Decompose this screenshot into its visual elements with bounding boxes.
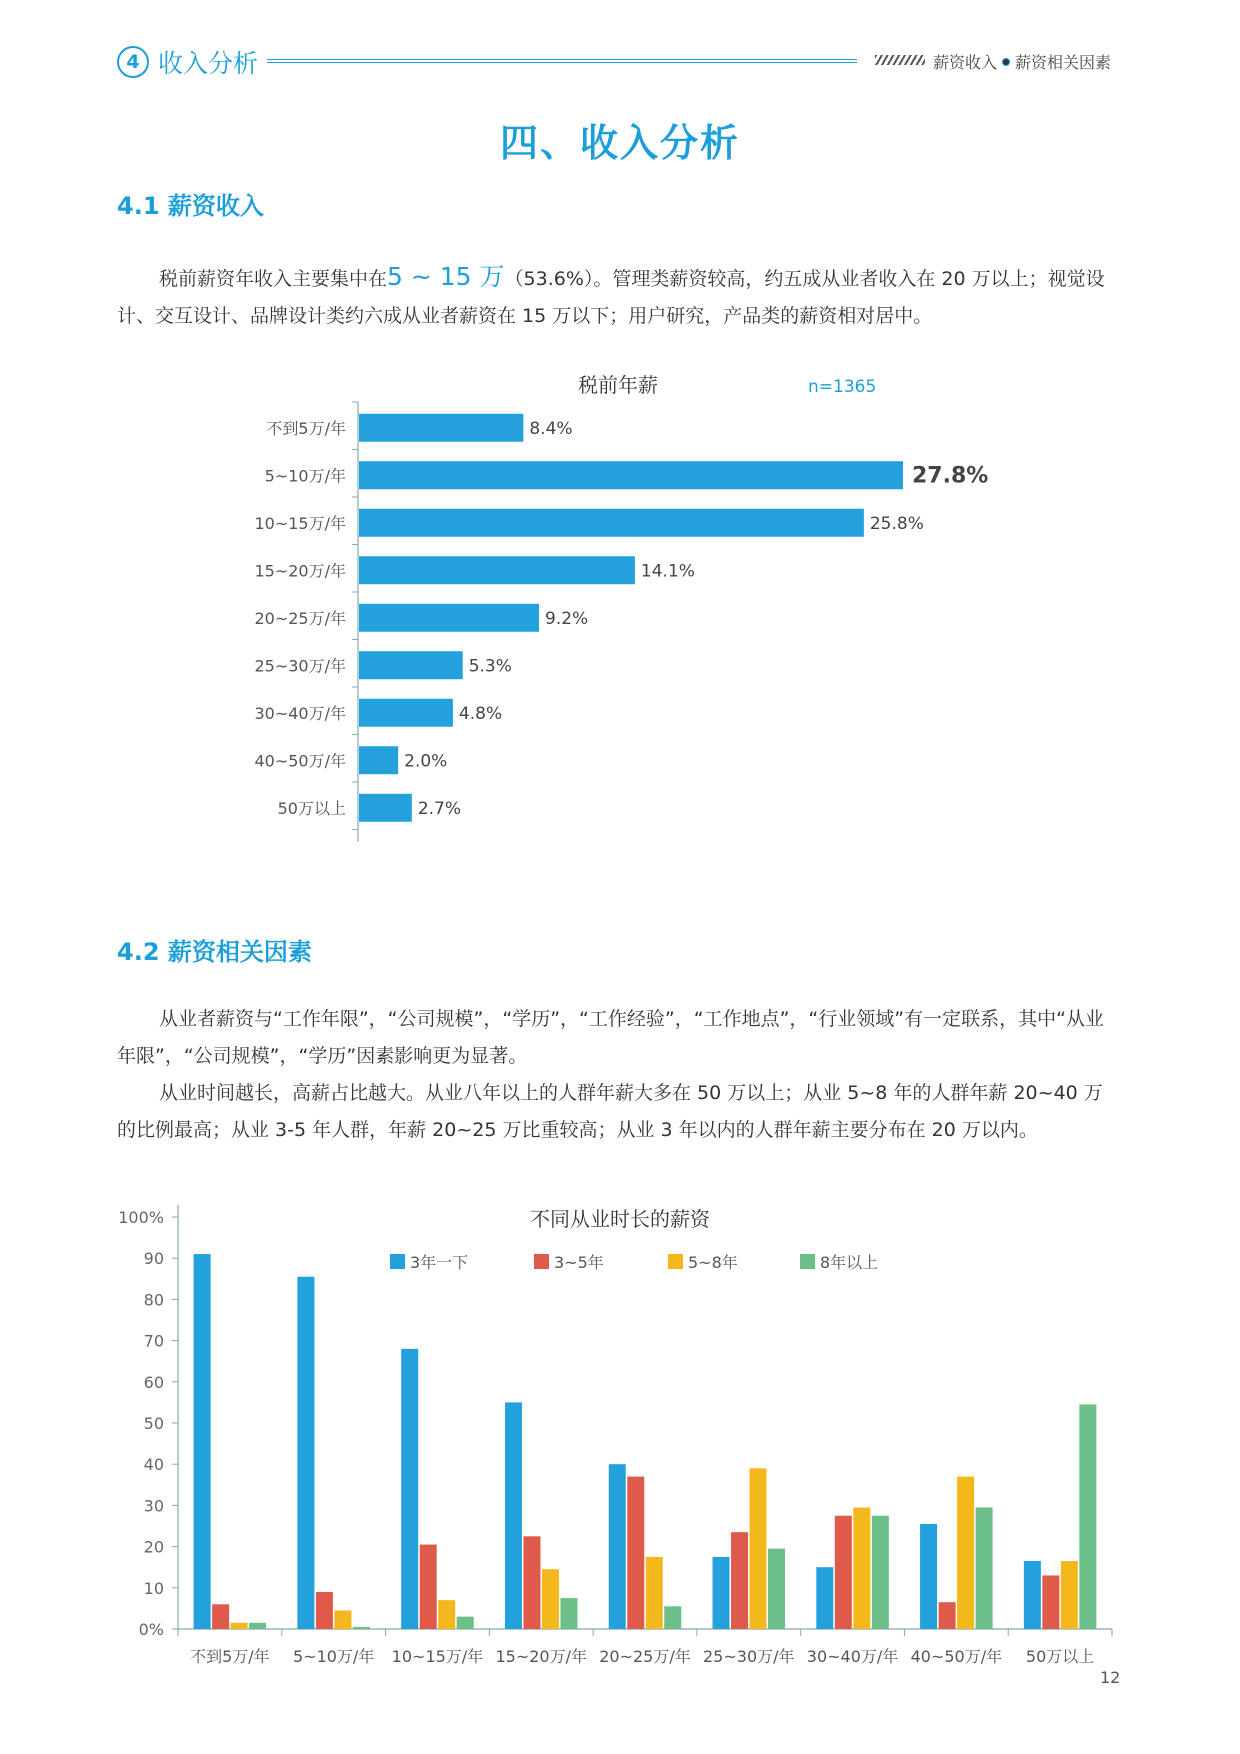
breadcrumb-left: 薪资收入 bbox=[933, 53, 998, 72]
chart1-bar bbox=[359, 414, 523, 442]
chart2-bar bbox=[297, 1277, 314, 1629]
chart2-y-tick-label: 10 bbox=[143, 1578, 164, 1598]
chart2-legend-label: 5~8年 bbox=[688, 1253, 738, 1272]
chart2-legend bbox=[390, 1253, 878, 1272]
chart2-category-label: 20~25万/年 bbox=[599, 1647, 691, 1666]
chart2-y-tick-label: 70 bbox=[143, 1331, 164, 1351]
chart1-value-label: 27.8% bbox=[912, 463, 989, 489]
chart2-bar bbox=[872, 1516, 889, 1629]
chart1-value-label: 8.4% bbox=[529, 418, 573, 439]
chart2-bar bbox=[542, 1569, 559, 1629]
chart2-y-tick-label: 40 bbox=[143, 1455, 164, 1475]
chart2-bar bbox=[420, 1545, 437, 1629]
chart2-bar bbox=[212, 1604, 229, 1629]
chart2-bar bbox=[853, 1507, 870, 1629]
chart2-y-tick-label: 90 bbox=[143, 1249, 164, 1269]
section-4-1-paragraph bbox=[117, 258, 1117, 335]
chart1-category-label: 50万以上 bbox=[277, 798, 346, 818]
chart2-bar bbox=[560, 1598, 577, 1629]
chart2-bar bbox=[231, 1623, 248, 1629]
header-stripes-decoration bbox=[875, 55, 925, 65]
chart1-category-label: 5~10万/年 bbox=[264, 466, 346, 486]
chart1-category-label: 25~30万/年 bbox=[254, 656, 346, 676]
chart2-bar bbox=[505, 1402, 522, 1629]
chart2-bar bbox=[664, 1606, 681, 1629]
chart1-category-label: 20~25万/年 bbox=[254, 608, 346, 628]
chart1-value-label: 2.7% bbox=[417, 798, 462, 819]
chart2-legend-swatch bbox=[800, 1254, 815, 1269]
chart1-bar bbox=[359, 604, 539, 632]
chart2-bar bbox=[713, 1557, 730, 1629]
chart2-bar bbox=[920, 1524, 937, 1629]
chart2-bar bbox=[1042, 1575, 1059, 1629]
chart1-bar bbox=[359, 746, 398, 774]
chart2-bar bbox=[194, 1254, 211, 1629]
chart1-value-label: 25.8% bbox=[869, 513, 924, 534]
chart2-category-label: 15~20万/年 bbox=[495, 1647, 587, 1666]
chart2-legend-swatch bbox=[534, 1254, 549, 1269]
para-text-post: （53.6%）。管理类薪资较高，约五成从业者收入在 20 万以上；视觉设计、交互设计、品牌设计类约六成从业者薪资在 15 万以下；用户研究，产品类的薪资相对居中。 bbox=[117, 268, 1105, 327]
chart1-value-label: 2.0% bbox=[404, 751, 448, 772]
chart2-bar bbox=[1079, 1404, 1096, 1629]
chart1-bar bbox=[359, 461, 903, 489]
chart1-value-label: 14.1% bbox=[640, 561, 695, 582]
chart1-axis bbox=[254, 402, 358, 842]
chart2-bar bbox=[835, 1516, 852, 1629]
chart1-category-label: 30~40万/年 bbox=[254, 703, 346, 723]
chart2-y-tick-label: 0% bbox=[138, 1620, 164, 1639]
chart1-bars bbox=[359, 414, 988, 822]
section-4-1-title: 4.1 薪资收入 bbox=[117, 192, 264, 220]
chart2-y-tick-label: 80 bbox=[143, 1290, 164, 1310]
chart2-bars bbox=[194, 1254, 1097, 1629]
chart2-category-label: 30~40万/年 bbox=[806, 1647, 899, 1666]
chart2-bar bbox=[438, 1600, 455, 1629]
chart2-legend-label: 3~5年 bbox=[554, 1253, 604, 1272]
chart2-bar bbox=[316, 1592, 333, 1629]
chart1-bar bbox=[359, 509, 864, 537]
chart1-value-label: 4.8% bbox=[458, 703, 503, 724]
chart1-category-label: 15~20万/年 bbox=[254, 561, 346, 581]
chart1-sample-size: n=1365 bbox=[808, 377, 877, 397]
chart2-bar bbox=[1024, 1561, 1041, 1629]
chart2-bar bbox=[768, 1549, 785, 1629]
chart2-bar bbox=[609, 1464, 626, 1629]
chart1-bar bbox=[359, 651, 463, 679]
header-section-title: 收入分析 bbox=[158, 49, 259, 78]
chart1-bar bbox=[359, 699, 453, 727]
bullet-icon bbox=[1002, 58, 1010, 66]
tenure-salary-chart bbox=[0, 1190, 1240, 1680]
section-4-2-title: 4.2 薪资相关因素 bbox=[117, 938, 312, 966]
chart1-category-label: 10~15万/年 bbox=[254, 513, 346, 533]
chart2-bar bbox=[1061, 1561, 1078, 1629]
chart2-bar bbox=[731, 1532, 748, 1629]
chart2-bar bbox=[523, 1536, 540, 1629]
chart2-bar bbox=[939, 1602, 956, 1629]
chart2-bar bbox=[750, 1468, 767, 1629]
header-divider bbox=[267, 59, 857, 63]
chart2-category-label: 5~10万/年 bbox=[292, 1647, 375, 1666]
chart2-bar bbox=[957, 1477, 974, 1629]
chart2-bar bbox=[353, 1627, 370, 1629]
chart2-title: 不同从业时长的薪资 bbox=[530, 1207, 710, 1231]
chart2-category-label: 不到5万/年 bbox=[190, 1647, 270, 1666]
chart2-bar bbox=[816, 1567, 833, 1629]
section-4-2-paragraph-2: 从业时间越长，高薪占比越大。从业八年以上的人群年薪大多在 50 万以上；从业 5~8 年的人群年薪 20~40 万的比例最高；从业 3-5 年人群，年薪 20~25 万比重较高；从业 3 年以内的人群年薪主要分布在 20 万以内。 bbox=[117, 1082, 1103, 1141]
page-title: 四、收入分析 bbox=[499, 121, 740, 165]
chart2-y-tick-label: 20 bbox=[143, 1537, 164, 1557]
chart2-y-tick-label: 50 bbox=[143, 1414, 164, 1433]
chart2-legend-label: 3年一下 bbox=[410, 1253, 469, 1272]
chart1-bar bbox=[359, 556, 635, 584]
chart2-legend-swatch bbox=[390, 1254, 405, 1269]
chart2-category-label: 10~15万/年 bbox=[391, 1647, 484, 1666]
salary-bar-chart bbox=[0, 360, 1240, 880]
chart2-bar bbox=[646, 1557, 663, 1629]
page-number: 12 bbox=[1100, 1668, 1121, 1687]
section-4-2-paragraphs bbox=[117, 1001, 1117, 1149]
chart1-category-label: 40~50万/年 bbox=[254, 751, 346, 771]
chart2-category-label: 40~50万/年 bbox=[910, 1647, 1003, 1666]
para-highlight: 5 ~ 15 万 bbox=[387, 262, 505, 291]
chart2-bar bbox=[976, 1507, 993, 1629]
header-breadcrumb bbox=[933, 50, 1111, 73]
chart1-category-label: 不到5万/年 bbox=[266, 418, 346, 438]
chart2-category-label: 25~30万/年 bbox=[703, 1647, 795, 1666]
chart2-category-label: 50万以上 bbox=[1025, 1647, 1095, 1666]
chart2-bar bbox=[334, 1610, 351, 1629]
chart1-value-label: 5.3% bbox=[468, 656, 512, 677]
chart1-title: 税前年薪 bbox=[578, 373, 658, 397]
breadcrumb-right: 薪资相关因素 bbox=[1015, 53, 1112, 72]
chart2-bar bbox=[627, 1477, 644, 1629]
chart2-y-tick-label: 100% bbox=[118, 1208, 164, 1227]
para-text-pre: 税前薪资年收入主要集中在 bbox=[159, 268, 388, 290]
chart2-legend-swatch bbox=[668, 1254, 683, 1269]
section-number-badge: 4 bbox=[117, 46, 149, 78]
section-4-2-paragraph-1: 从业者薪资与“工作年限”，“公司规模”，“学历”，“工作经验”，“工作地点”，“行业领域”有一定联系，其中“从业年限”，“公司规模”，“学历”因素影响更为显著。 bbox=[117, 1008, 1104, 1067]
chart2-legend-label: 8年以上 bbox=[820, 1253, 879, 1272]
chart2-bar bbox=[249, 1623, 266, 1629]
chart2-bar bbox=[457, 1617, 474, 1629]
chart2-y-tick-label: 60 bbox=[143, 1372, 164, 1392]
chart1-value-label: 9.2% bbox=[545, 608, 589, 629]
chart2-bar bbox=[401, 1349, 418, 1629]
chart2-y-tick-label: 30 bbox=[143, 1496, 164, 1516]
chart1-bar bbox=[359, 794, 412, 822]
